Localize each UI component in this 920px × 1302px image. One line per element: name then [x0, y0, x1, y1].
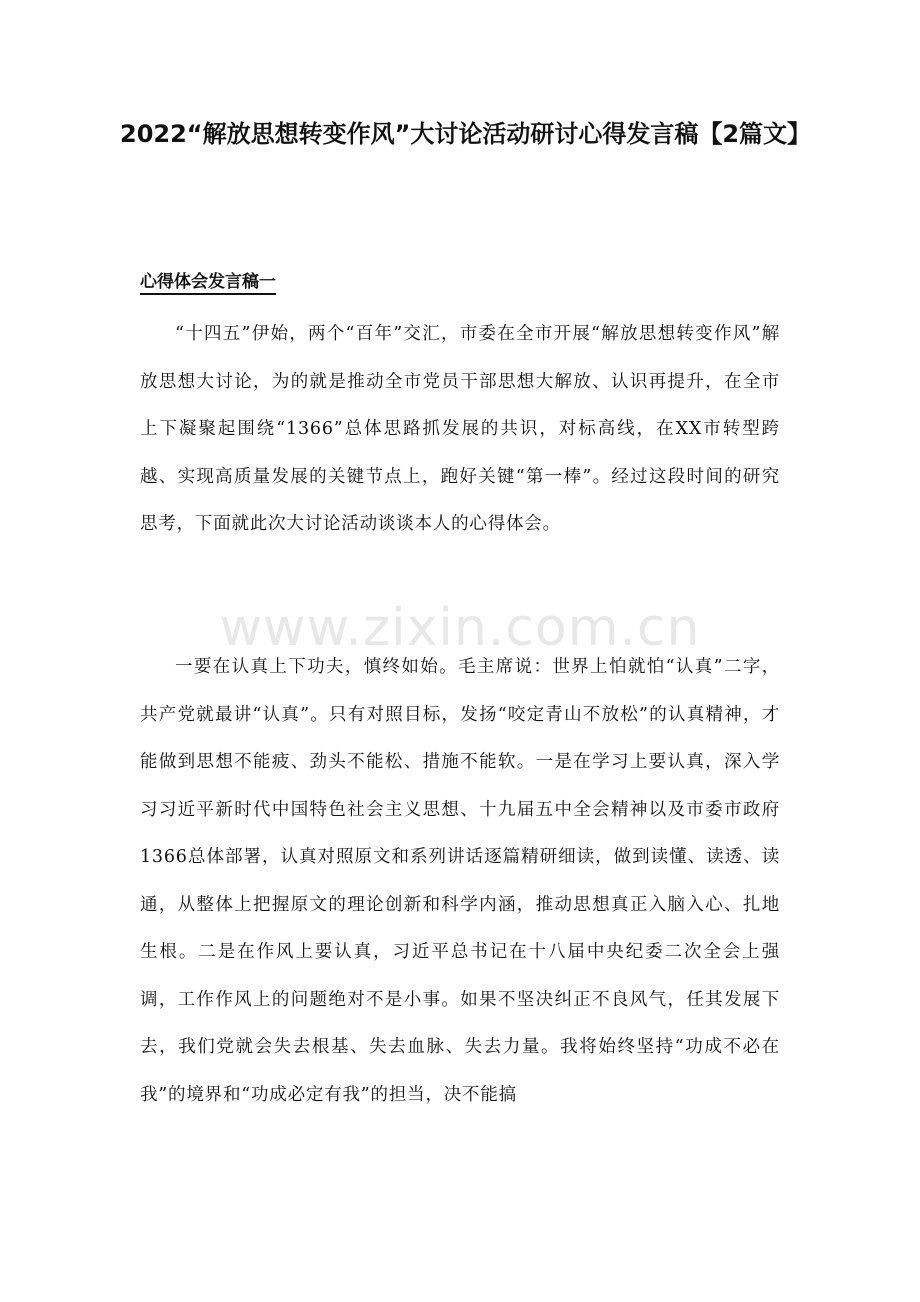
document-title: 2022“解放思想转变作风”大讨论活动研讨心得发言稿【2篇文】	[120, 120, 812, 148]
paragraph-point-one: 一要在认真上下功夫，慎终如始。毛主席说：世界上怕就怕“认真”二字，共产党就最讲“认真”。只有对照目标，发扬“咬定青山不放松”的认真精神，才能做到思想不能疲、劲头不能松、措施不能软。一是在学习上要认真，深入学习习近平新时代中国特色社会主义思想、十九届五中全会精神以及市委市政府1366总体部署，认真对照原文和系列讲话逐篇精研细读，做到读懂、读透、读通，从整体上把握原文的理论创新和科学内涵，推动思想真正入脑入心、扎地生根。二是在作风上要认真，习近平总书记在十八届中央纪委二次全会上强调，工作作风上的问题绝对不是小事。如果不坚决纠正不良风气，任其发展下去，我们党就会失去根基、失去血脉、失去力量。我将始终坚持“功成不必在我”的境界和“功成必定有我”的担当，决不能搞	[140, 657, 780, 1105]
watermark: www.zixin.com.cn	[219, 598, 701, 658]
paragraph-intro: “十四五”伊始，两个“百年”交汇，市委在全市开展“解放思想转变作风”解放思想大讨论，为的就是推动全市党员干部思想大解放、认识再提升，在全市上下凝聚起围绕“1366”总体思路抓发展的共识，对标高线，在XX市转型跨越、实现高质量发展的关键节点上，跑好关键“第一棒”。经过这段时间的研究思考，下面就此次大讨论活动谈谈本人的心得体会。	[140, 324, 780, 534]
section-heading: 心得体会发言稿一	[140, 272, 276, 292]
